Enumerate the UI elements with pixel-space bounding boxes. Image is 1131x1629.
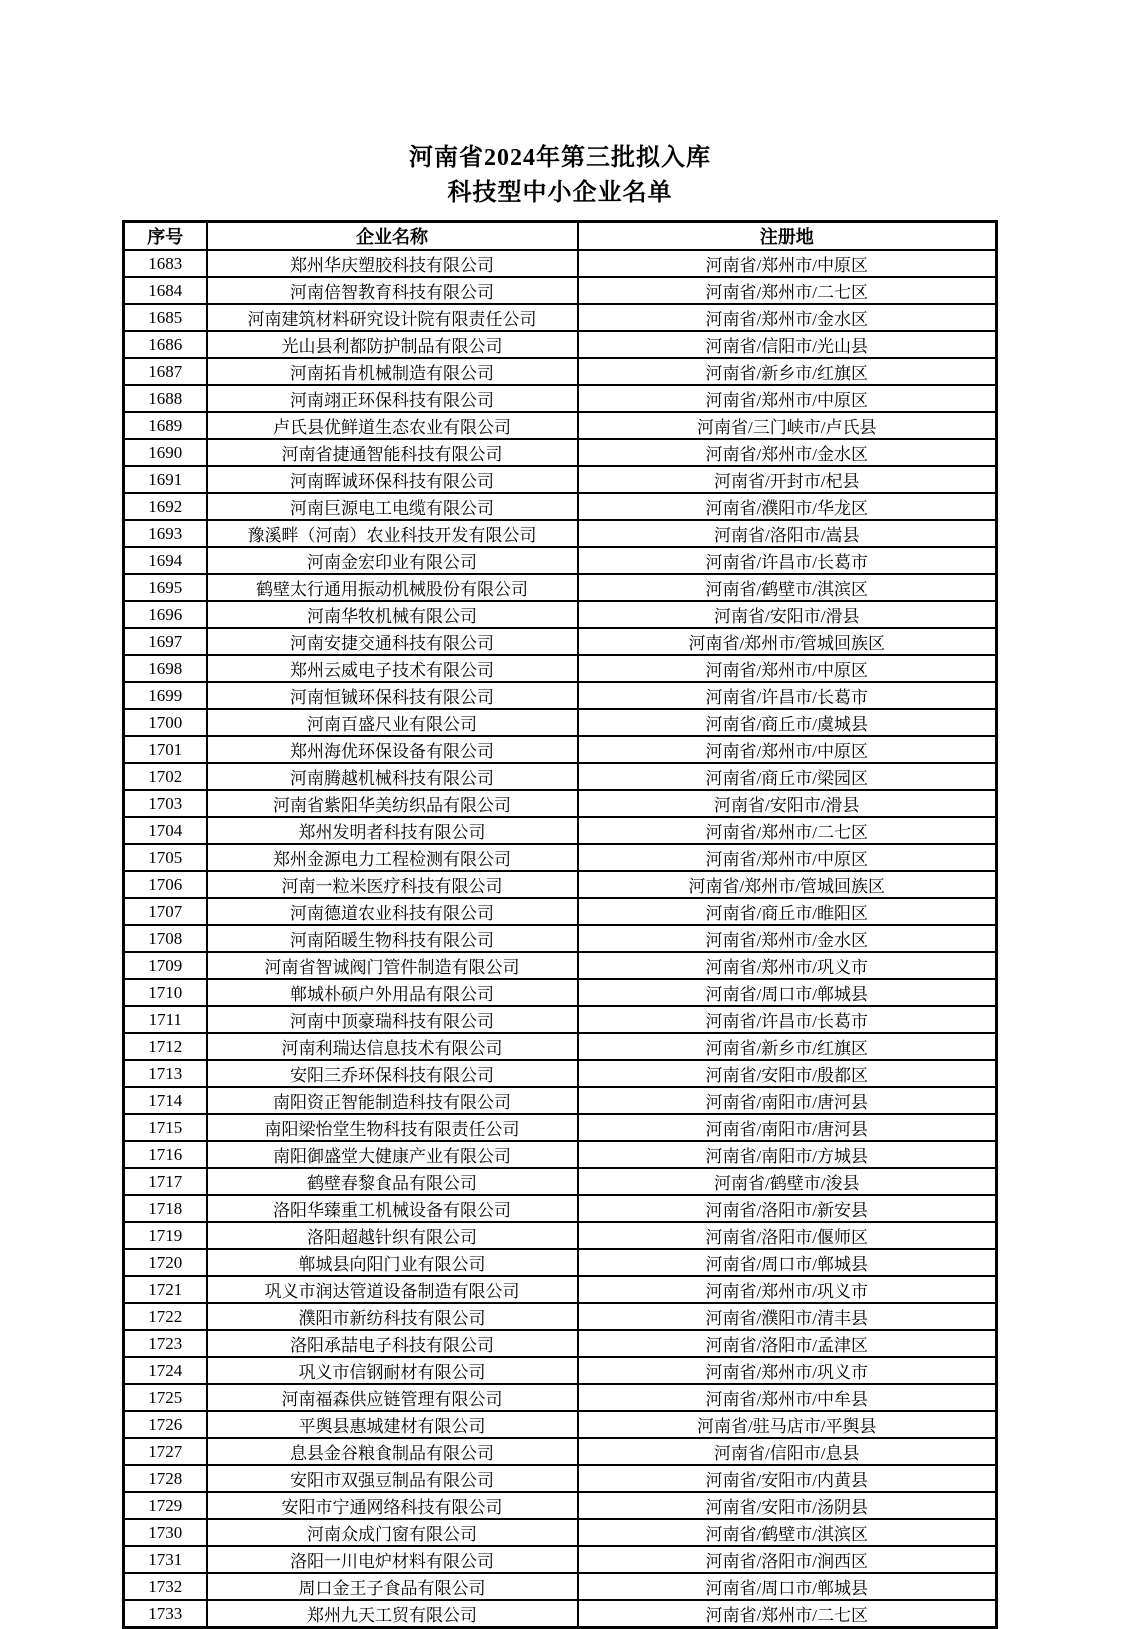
serial-number-cell: 1721 (124, 1276, 207, 1303)
table-row (124, 709, 997, 736)
serial-number-cell: 1706 (124, 871, 207, 898)
table-row (124, 1519, 997, 1546)
serial-number-cell: 1704 (124, 817, 207, 844)
company-name-cell: 河南倍智教育科技有限公司 (207, 277, 578, 304)
serial-number-cell: 1698 (124, 655, 207, 682)
registration-location-cell: 河南省/南阳市/唐河县 (578, 1114, 997, 1141)
serial-number-cell: 1731 (124, 1546, 207, 1573)
table-row (124, 925, 997, 952)
table-row (124, 844, 997, 871)
table-row (124, 493, 997, 520)
table-row (124, 790, 997, 817)
serial-number-cell: 1699 (124, 682, 207, 709)
company-name-cell: 濮阳市新纺科技有限公司 (207, 1303, 578, 1330)
company-name-cell: 郑州云威电子技术有限公司 (207, 655, 578, 682)
serial-number-cell: 1724 (124, 1357, 207, 1384)
company-name-cell: 鹤壁春黎食品有限公司 (207, 1168, 578, 1195)
table-row (124, 1384, 997, 1411)
serial-number-cell: 1692 (124, 493, 207, 520)
serial-number-cell: 1689 (124, 412, 207, 439)
table-row (124, 439, 997, 466)
serial-number-cell: 1687 (124, 358, 207, 385)
registration-location-cell: 河南省/洛阳市/偃师区 (578, 1222, 997, 1249)
serial-number-cell: 1691 (124, 466, 207, 493)
registration-location-cell: 河南省/郑州市/巩义市 (578, 1357, 997, 1384)
company-name-cell: 洛阳华臻重工机械设备有限公司 (207, 1195, 578, 1222)
table-row (124, 331, 997, 358)
serial-number-cell: 1686 (124, 331, 207, 358)
table-header-row (124, 222, 997, 251)
company-name-cell: 鹤壁太行通用振动机械股份有限公司 (207, 574, 578, 601)
table-row (124, 1168, 997, 1195)
registration-location-cell: 河南省/郑州市/中原区 (578, 655, 997, 682)
serial-number-cell: 1693 (124, 520, 207, 547)
serial-number-cell: 1720 (124, 1249, 207, 1276)
table-row (124, 1600, 997, 1628)
company-name-cell: 河南晖诚环保科技有限公司 (207, 466, 578, 493)
company-name-cell: 河南建筑材料研究设计院有限责任公司 (207, 304, 578, 331)
table-row (124, 547, 997, 574)
title-line-1: 河南省2024年第三批拟入库 (409, 145, 711, 171)
registration-location-cell: 河南省/安阳市/滑县 (578, 790, 997, 817)
registration-location-cell: 河南省/安阳市/汤阴县 (578, 1492, 997, 1519)
company-name-cell: 安阳市宁通网络科技有限公司 (207, 1492, 578, 1519)
table-row (124, 817, 997, 844)
registration-location-cell: 河南省/许昌市/长葛市 (578, 682, 997, 709)
company-name-cell: 郑州金源电力工程检测有限公司 (207, 844, 578, 871)
serial-number-cell: 1702 (124, 763, 207, 790)
document-title (0, 0, 1120, 211)
serial-number-cell: 1719 (124, 1222, 207, 1249)
company-name-cell: 周口金王子食品有限公司 (207, 1573, 578, 1600)
registration-location-cell: 河南省/郑州市/二七区 (578, 1600, 997, 1628)
registration-location-cell: 河南省/安阳市/滑县 (578, 601, 997, 628)
company-name-cell: 南阳御盛堂大健康产业有限公司 (207, 1141, 578, 1168)
company-list-table (122, 220, 998, 1629)
registration-location-cell: 河南省/周口市/郸城县 (578, 1573, 997, 1600)
serial-number-cell: 1709 (124, 952, 207, 979)
company-name-cell: 郸城县向阳门业有限公司 (207, 1249, 578, 1276)
registration-location-cell: 河南省/商丘市/睢阳区 (578, 898, 997, 925)
company-name-cell: 河南福森供应链管理有限公司 (207, 1384, 578, 1411)
registration-location-cell: 河南省/洛阳市/新安县 (578, 1195, 997, 1222)
serial-number-cell: 1685 (124, 304, 207, 331)
serial-number-cell: 1713 (124, 1060, 207, 1087)
table-row (124, 736, 997, 763)
registration-location-cell: 河南省/郑州市/中原区 (578, 250, 997, 277)
company-name-cell: 平舆县惠城建材有限公司 (207, 1411, 578, 1438)
company-name-cell: 巩义市润达管道设备制造有限公司 (207, 1276, 578, 1303)
table-row (124, 898, 997, 925)
registration-location-cell: 河南省/许昌市/长葛市 (578, 1006, 997, 1033)
serial-number-cell: 1710 (124, 979, 207, 1006)
serial-number-cell: 1732 (124, 1573, 207, 1600)
company-name-cell: 河南众成门窗有限公司 (207, 1519, 578, 1546)
registration-location-cell: 河南省/郑州市/金水区 (578, 304, 997, 331)
serial-number-cell: 1701 (124, 736, 207, 763)
table-row (124, 1141, 997, 1168)
registration-location-cell: 河南省/郑州市/二七区 (578, 277, 997, 304)
serial-number-cell: 1700 (124, 709, 207, 736)
serial-number-cell: 1715 (124, 1114, 207, 1141)
registration-location-cell: 河南省/濮阳市/华龙区 (578, 493, 997, 520)
serial-number-cell: 1729 (124, 1492, 207, 1519)
serial-number-cell: 1716 (124, 1141, 207, 1168)
company-name-cell: 河南拓肯机械制造有限公司 (207, 358, 578, 385)
registration-location-cell: 河南省/商丘市/虞城县 (578, 709, 997, 736)
serial-number-cell: 1718 (124, 1195, 207, 1222)
table-row (124, 250, 997, 277)
registration-location-cell: 河南省/郑州市/中原区 (578, 844, 997, 871)
serial-number-cell: 1725 (124, 1384, 207, 1411)
serial-number-cell: 1703 (124, 790, 207, 817)
registration-location-cell: 河南省/濮阳市/清丰县 (578, 1303, 997, 1330)
serial-number-cell: 1694 (124, 547, 207, 574)
registration-location-cell: 河南省/开封市/杞县 (578, 466, 997, 493)
registration-location-cell: 河南省/洛阳市/嵩县 (578, 520, 997, 547)
table-row (124, 1222, 997, 1249)
table-row (124, 1033, 997, 1060)
company-name-cell: 洛阳一川电炉材料有限公司 (207, 1546, 578, 1573)
registration-location-cell: 河南省/郑州市/中原区 (578, 385, 997, 412)
company-name-cell: 河南恒铖环保科技有限公司 (207, 682, 578, 709)
serial-number-cell: 1722 (124, 1303, 207, 1330)
table-row (124, 1357, 997, 1384)
table-row (124, 1438, 997, 1465)
table-row (124, 574, 997, 601)
registration-location-cell: 河南省/三门峡市/卢氏县 (578, 412, 997, 439)
serial-number-cell: 1688 (124, 385, 207, 412)
company-name-cell: 河南省智诚阀门管件制造有限公司 (207, 952, 578, 979)
company-name-cell: 光山县利都防护制品有限公司 (207, 331, 578, 358)
registration-location-cell: 河南省/鹤壁市/浚县 (578, 1168, 997, 1195)
registration-location-cell: 河南省/南阳市/方城县 (578, 1141, 997, 1168)
registration-location-cell: 河南省/安阳市/内黄县 (578, 1465, 997, 1492)
column-header-serial: 序号 (124, 222, 207, 251)
company-name-cell: 河南百盛尺业有限公司 (207, 709, 578, 736)
company-name-cell: 洛阳超越针织有限公司 (207, 1222, 578, 1249)
registration-location-cell: 河南省/郑州市/巩义市 (578, 952, 997, 979)
company-name-cell: 安阳市双强豆制品有限公司 (207, 1465, 578, 1492)
serial-number-cell: 1728 (124, 1465, 207, 1492)
company-name-cell: 洛阳承喆电子科技有限公司 (207, 1330, 578, 1357)
table-row (124, 1546, 997, 1573)
table-row (124, 1087, 997, 1114)
registration-location-cell: 河南省/许昌市/长葛市 (578, 547, 997, 574)
company-name-cell: 郑州海优环保设备有限公司 (207, 736, 578, 763)
table-row (124, 412, 997, 439)
serial-number-cell: 1697 (124, 628, 207, 655)
table-row (124, 277, 997, 304)
company-name-cell: 南阳梁怡堂生物科技有限责任公司 (207, 1114, 578, 1141)
table-row (124, 1465, 997, 1492)
table-row (124, 628, 997, 655)
registration-location-cell: 河南省/鹤壁市/淇滨区 (578, 574, 997, 601)
serial-number-cell: 1696 (124, 601, 207, 628)
registration-location-cell: 河南省/周口市/郸城县 (578, 1249, 997, 1276)
company-name-cell: 河南巨源电工电缆有限公司 (207, 493, 578, 520)
column-header-company-name: 企业名称 (207, 222, 578, 251)
table-row (124, 466, 997, 493)
company-name-cell: 巩义市信钢耐材有限公司 (207, 1357, 578, 1384)
registration-location-cell: 河南省/南阳市/唐河县 (578, 1087, 997, 1114)
registration-location-cell: 河南省/周口市/郸城县 (578, 979, 997, 1006)
company-name-cell: 郸城朴硕户外用品有限公司 (207, 979, 578, 1006)
column-header-registration-location: 注册地 (578, 222, 997, 251)
registration-location-cell: 河南省/郑州市/中牟县 (578, 1384, 997, 1411)
company-name-cell: 河南一粒米医疗科技有限公司 (207, 871, 578, 898)
company-name-cell: 河南省紫阳华美纺织品有限公司 (207, 790, 578, 817)
table-row (124, 871, 997, 898)
table-row (124, 1330, 997, 1357)
table-row (124, 1303, 997, 1330)
table-row (124, 1411, 997, 1438)
table-row (124, 1573, 997, 1600)
registration-location-cell: 河南省/郑州市/管城回族区 (578, 871, 997, 898)
table-row (124, 979, 997, 1006)
table-row (124, 763, 997, 790)
company-name-cell: 河南德道农业科技有限公司 (207, 898, 578, 925)
company-name-cell: 郑州华庆塑胶科技有限公司 (207, 250, 578, 277)
registration-location-cell: 河南省/郑州市/金水区 (578, 439, 997, 466)
company-name-cell: 豫溪畔（河南）农业科技开发有限公司 (207, 520, 578, 547)
table-row (124, 601, 997, 628)
table-row (124, 1060, 997, 1087)
company-name-cell: 河南省捷通智能科技有限公司 (207, 439, 578, 466)
table-row (124, 1249, 997, 1276)
company-name-cell: 河南金宏印业有限公司 (207, 547, 578, 574)
registration-location-cell: 河南省/郑州市/金水区 (578, 925, 997, 952)
serial-number-cell: 1690 (124, 439, 207, 466)
serial-number-cell: 1684 (124, 277, 207, 304)
registration-location-cell: 河南省/新乡市/红旗区 (578, 358, 997, 385)
table-row (124, 655, 997, 682)
registration-location-cell: 河南省/洛阳市/涧西区 (578, 1546, 997, 1573)
table-row (124, 1492, 997, 1519)
serial-number-cell: 1717 (124, 1168, 207, 1195)
table-row (124, 1114, 997, 1141)
company-name-cell: 河南华牧机械有限公司 (207, 601, 578, 628)
company-name-cell: 郑州九天工贸有限公司 (207, 1600, 578, 1628)
registration-location-cell: 河南省/郑州市/巩义市 (578, 1276, 997, 1303)
registration-location-cell: 河南省/郑州市/管城回族区 (578, 628, 997, 655)
registration-location-cell: 河南省/信阳市/息县 (578, 1438, 997, 1465)
company-name-cell: 河南陌暖生物科技有限公司 (207, 925, 578, 952)
registration-location-cell: 河南省/鹤壁市/淇滨区 (578, 1519, 997, 1546)
serial-number-cell: 1711 (124, 1006, 207, 1033)
registration-location-cell: 河南省/安阳市/殷都区 (578, 1060, 997, 1087)
company-name-cell: 河南中顶豪瑞科技有限公司 (207, 1006, 578, 1033)
company-name-cell: 河南腾越机械科技有限公司 (207, 763, 578, 790)
serial-number-cell: 1726 (124, 1411, 207, 1438)
serial-number-cell: 1705 (124, 844, 207, 871)
serial-number-cell: 1733 (124, 1600, 207, 1628)
registration-location-cell: 河南省/洛阳市/孟津区 (578, 1330, 997, 1357)
table-row (124, 385, 997, 412)
serial-number-cell: 1723 (124, 1330, 207, 1357)
company-name-cell: 河南利瑞达信息技术有限公司 (207, 1033, 578, 1060)
serial-number-cell: 1708 (124, 925, 207, 952)
registration-location-cell: 河南省/郑州市/中原区 (578, 736, 997, 763)
registration-location-cell: 河南省/信阳市/光山县 (578, 331, 997, 358)
table-row (124, 358, 997, 385)
table-row (124, 1276, 997, 1303)
serial-number-cell: 1707 (124, 898, 207, 925)
serial-number-cell: 1730 (124, 1519, 207, 1546)
table-row (124, 1195, 997, 1222)
registration-location-cell: 河南省/商丘市/梁园区 (578, 763, 997, 790)
title-line-2: 科技型中小企业名单 (447, 180, 673, 206)
company-name-cell: 河南翊正环保科技有限公司 (207, 385, 578, 412)
company-name-cell: 河南安捷交通科技有限公司 (207, 628, 578, 655)
serial-number-cell: 1712 (124, 1033, 207, 1060)
company-name-cell: 息县金谷粮食制品有限公司 (207, 1438, 578, 1465)
registration-location-cell: 河南省/郑州市/二七区 (578, 817, 997, 844)
registration-location-cell: 河南省/新乡市/红旗区 (578, 1033, 997, 1060)
table-row (124, 520, 997, 547)
serial-number-cell: 1683 (124, 250, 207, 277)
serial-number-cell: 1727 (124, 1438, 207, 1465)
serial-number-cell: 1714 (124, 1087, 207, 1114)
table-row (124, 682, 997, 709)
company-name-cell: 南阳资正智能制造科技有限公司 (207, 1087, 578, 1114)
company-name-cell: 郑州发明者科技有限公司 (207, 817, 578, 844)
registration-location-cell: 河南省/驻马店市/平舆县 (578, 1411, 997, 1438)
company-name-cell: 安阳三乔环保科技有限公司 (207, 1060, 578, 1087)
table-row (124, 1006, 997, 1033)
company-name-cell: 卢氏县优鲜道生态农业有限公司 (207, 412, 578, 439)
table-row (124, 952, 997, 979)
serial-number-cell: 1695 (124, 574, 207, 601)
table-row (124, 304, 997, 331)
